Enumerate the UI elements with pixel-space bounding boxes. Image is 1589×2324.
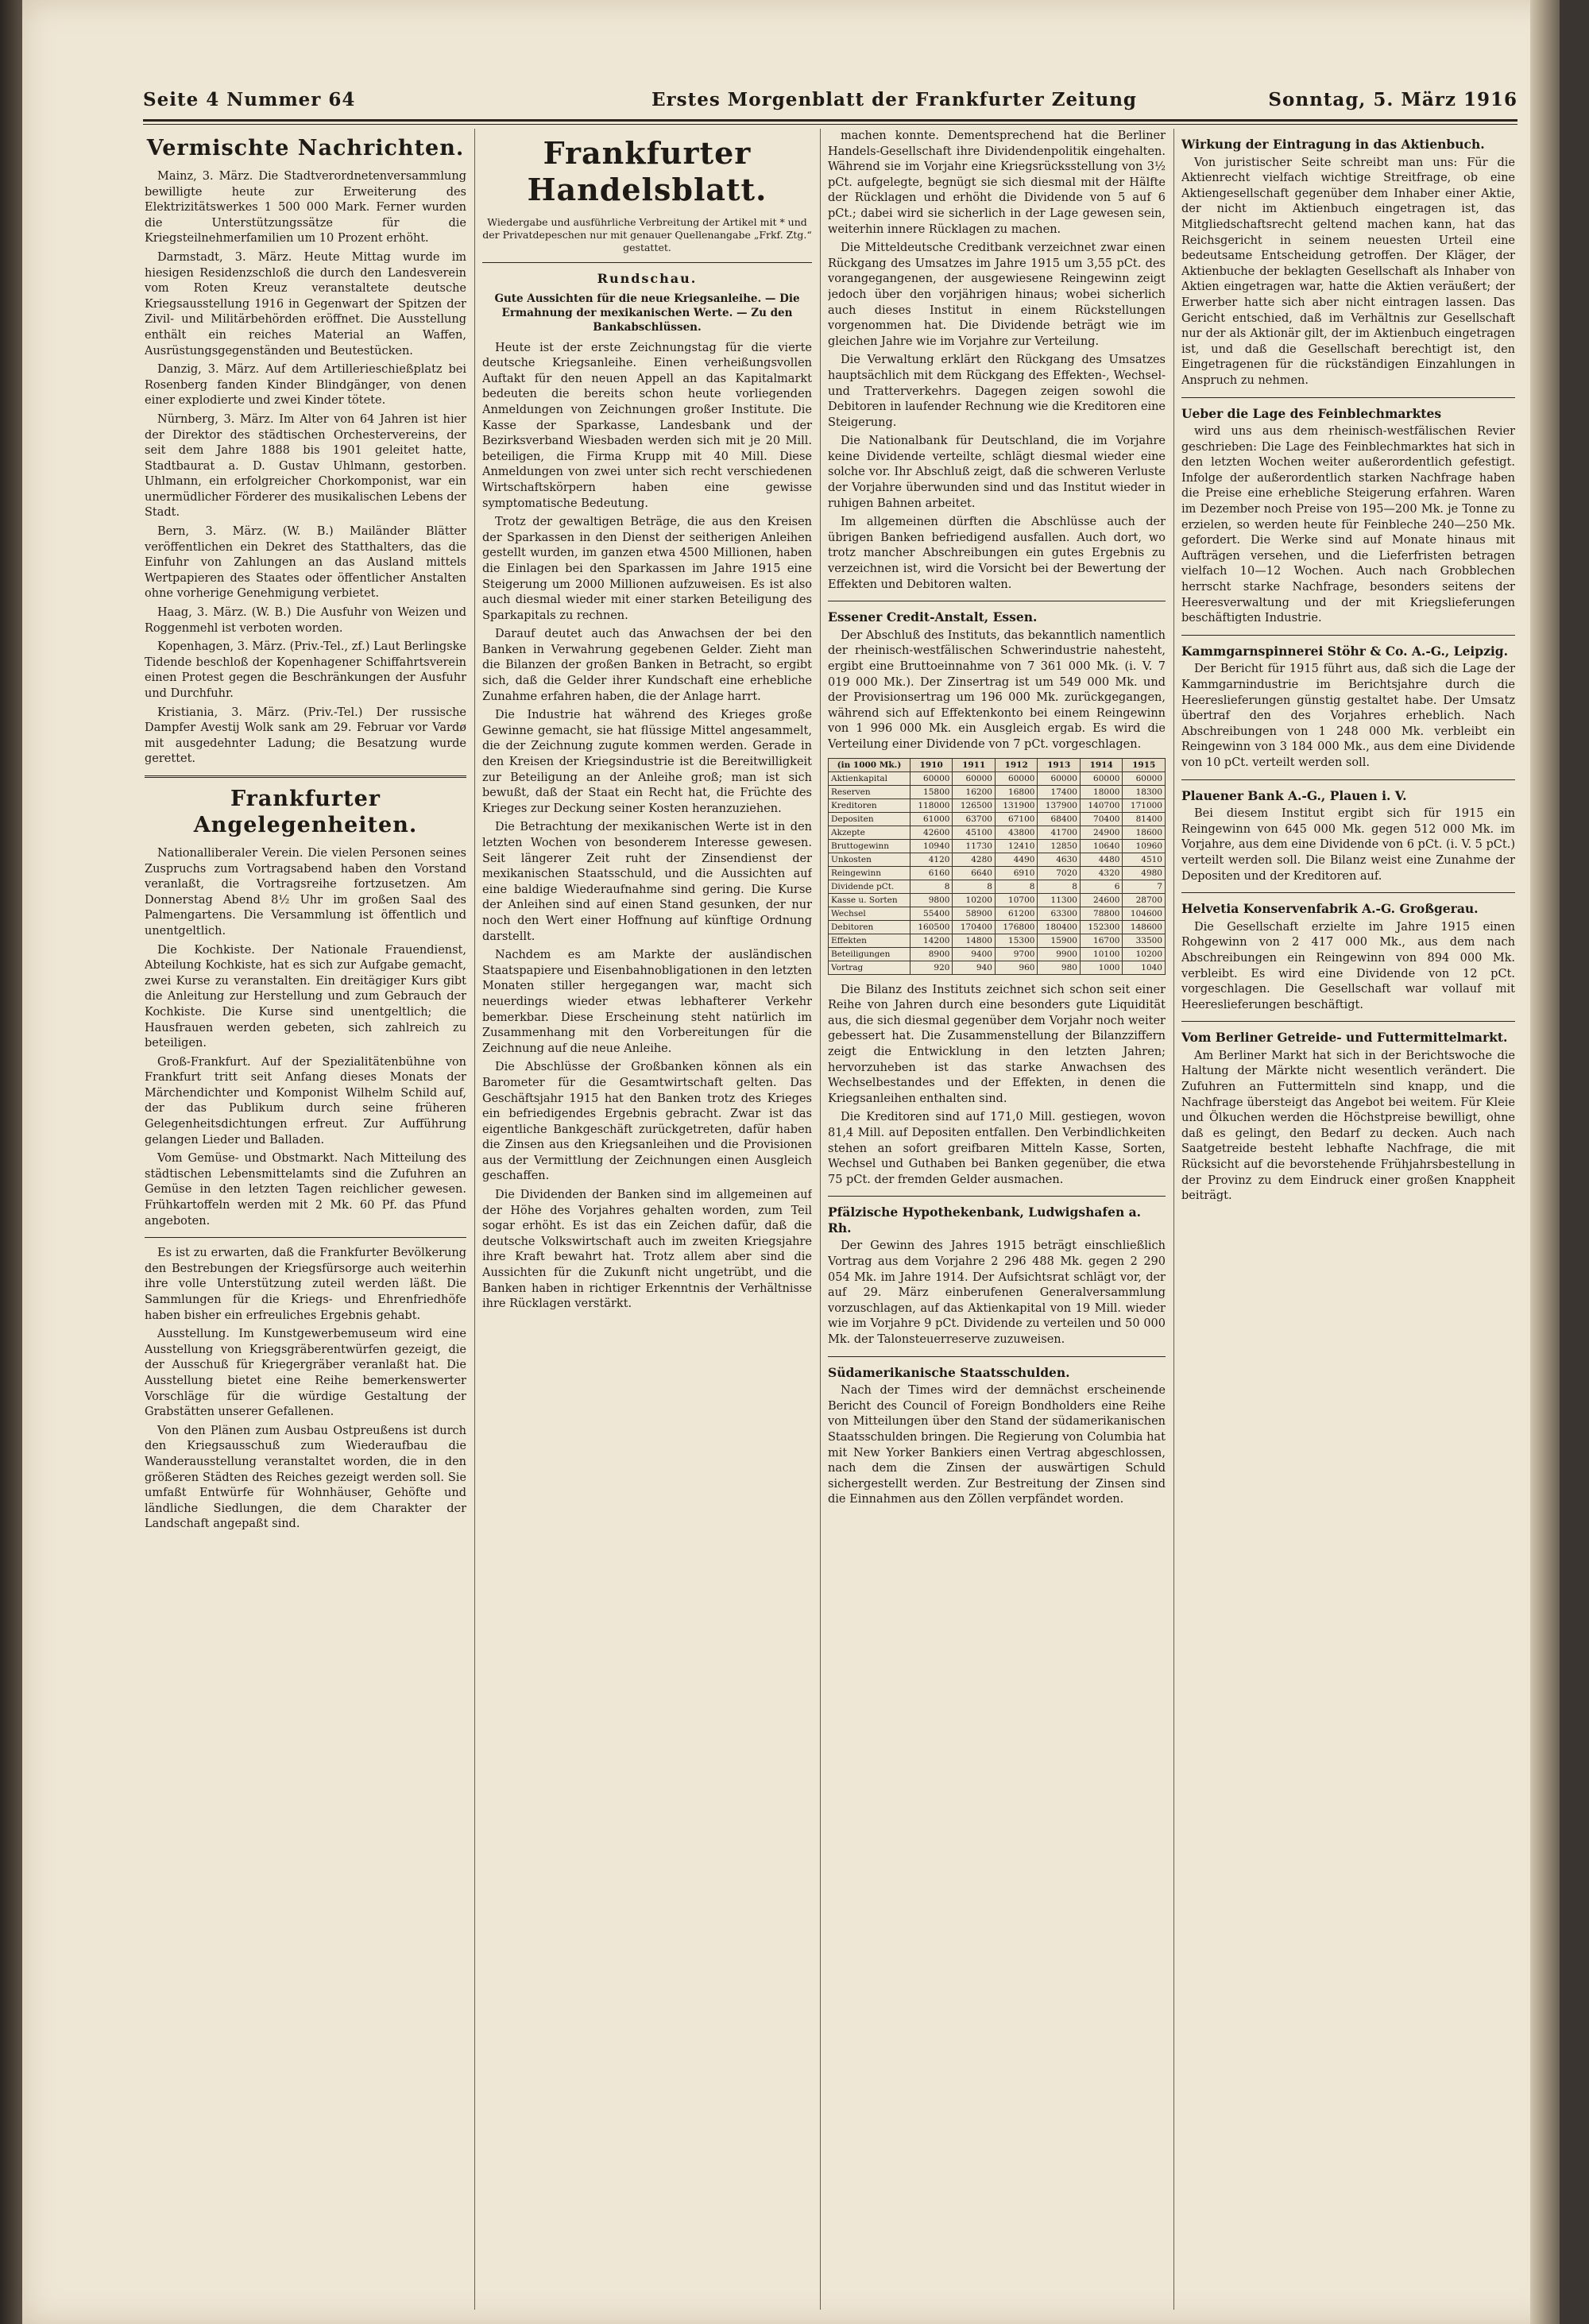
notice-heading: Plauener Bank A.-G., Plauen i. V. [1181,787,1407,803]
table-cell: 11730 [953,839,996,853]
table-cell: 61200 [995,907,1038,920]
table-cell: 4630 [1038,853,1081,866]
table-row [829,934,1166,947]
article-paragraph: Die Dividenden der Banken sind im allgemeinen auf der Höhe des Vorjahres gehalten worden, zum Teil sogar erhöht. Es ist das ein Zeichen dafür, daß die deutsche Volkswirtschaft auch im zweiten Kriegsjahre ihre Kraft bewahrt hat. Trotz allem aber sind die Aussichten für die Zukunft nicht ungetrübt, und die Banken haben in richtiger Erkenntnis der Verhältnisse ihre Rücklagen verstärkt. [482,1189,812,1311]
column-rule [474,129,475,2310]
table-cell: 960 [995,961,1038,974]
table-cell: 12410 [995,839,1038,853]
article-paragraph: Heute ist der erste Zeichnungstag für die vierte deutsche Kriegsanleihe. Einen verheißungsvollen Auftakt für den neuen Appell an das Kapitalmarkt bedeuten die bereits schon heute vorliegenden Anmeldungen von Zeichnungen großer Institute. Die Kasse der Sparkasse, Landesbank und der Bezirksverband Wiesbaden werden sich mit je 20 Mill. beteiligen, die Firma Krupp mit 40 Mill. Diese Anmeldungen von zwei unter sich recht verschiedenen Wirtschaftskörpern haben eine gewisse symptomatische Bedeutung. [482,341,812,510]
rundschau-title: Rundschau. [597,271,698,286]
notice-heading: Südamerikanische Staatsschulden. [828,1364,1070,1380]
table-cell: 10100 [1080,947,1123,961]
notice-text: Nach der Times wird der demnächst erscheinende Bericht des Council of Foreign Bondholders eine Reihe von Mitteilungen über den Stand der südamerikanischen Staatsschulden bringen. Die Regierung von Columbia hat mit New Yorker Bankiers einen Vertrag abgeschlossen, nach dem die Zinsen der auswärtigen Schuld sichergestellt werden. Zur Bestreitung der Zinsen sind die Einnahmen aus den Zöllen verpfändet worden. [828,1384,1166,1506]
table-cell: 171000 [1123,799,1166,812]
table-cell: 33500 [1123,934,1166,947]
table-cell: 140700 [1080,799,1123,812]
table-header-row [829,758,1166,771]
table-cell: 14200 [910,934,953,947]
table-row [829,907,1166,920]
table-cell: Reingewinn [829,866,910,880]
table-cell: 60000 [1080,771,1123,785]
table-cell: 152300 [1080,920,1123,934]
article-divider [1181,892,1515,893]
table-cell: 9800 [910,893,953,907]
table-cell: 24900 [1080,826,1123,839]
table-cell: 60000 [1038,771,1081,785]
notice-text: Die Gesellschaft erzielte im Jahre 1915 einen Rohgewinn von 2 417 000 Mk., aus dem nach Abschreibungen ein Reingewinn von 894 000 Mk. verbleibt. Es wird eine Dividende von 12 pCt. vorgeschlagen. Die Gesellschaft war vollauf mit Heereslieferungen beschäftigt. [1181,920,1515,1011]
table-cell: Aktienkapital [829,771,910,785]
column-rule [820,129,821,2310]
notice-text: Der Gewinn des Jahres 1915 beträgt einschließlich Vortrag aus dem Vorjahre 2 296 488 Mk. gegen 2 290 054 Mk. im Jahre 1914. Der Aufsichtsrat schlägt vor, der auf 29. März einberufenen Generalversammlung vorzuschlagen, auf das Aktienkapital von 19 Mill. wieder wie im Vorjahre 9 pCt. Dividende zu verteilen und 50 000 Mk. der Talonsteuerreserve zuzuweisen. [828,1239,1166,1347]
masthead-rule-thin [143,124,1517,125]
table-cell: Kasse u. Sorten [829,893,910,907]
table-cell: 16700 [1080,934,1123,947]
table-cell: 104600 [1123,907,1166,920]
table-cell: 8 [1038,880,1081,893]
news-item: Ausstellung. Im Kunstgewerbemuseum wird eine Ausstellung von Kriegsgräberentwürfen gezeigt, die der Ausschuß für Kriegergräber veranlaßt hat. Die Ausstellung bietet eine Reihe bemerkenswerter Vorschläge für die würdige Gestaltung der Grabstätten unserer Gefallenen. [145,1328,466,1419]
book-binding [0,0,22,2324]
notice-text: wird uns aus dem rheinisch-westfälischen Revier geschrieben: Die Lage des Feinblechmarktes hat sich in den letzten Wochen weiter außerordentlich gefestigt. Infolge der außerordentlich starken Nachfrage haben die Preise eine erhebliche Steigerung erfahren. Waren im Dezember noch Preise von 195—200 Mk. je Tonne zu erzielen, so werden heute für Feinbleche 240—250 Mk. gefordert. Die Werke sind auf Monate hinaus mit Aufträgen versehen, und die Lieferfristen betragen vielfach 10—12 Wochen. Auch nach Grobblechen herrscht starke Nachfrage, besonders seitens der Heeresverwaltung und der mit Kriegslieferungen beschäftigten Industrie. [1181,425,1515,625]
table-cell: Reserven [829,785,910,799]
news-item: Darmstadt, 3. März. Heute Mittag wurde im hiesigen Residenzschloß die durch den Landesverein vom Roten Kreuz veranstaltete deutsche Kriegsausstellung 1916 in Gegenwart der Spitzen der Zivil- und Militärbehörden eröffnet. Die Ausstellung enthält ein reiches Material an Waffen, Ausrüstungsgegenständen und Beutestücken. [145,250,466,358]
news-item: Groß-Frankfurt. Auf der Spezialitätenbühne von Frankfurt tritt seit Anfang dieses Monats der Märchendichter und Komponist Wilhelm Schild auf, der das Publikum durch seine früheren Gelegenheitsdichtungen erfreut. Zur Aufführung gelangen Lieder und Balladen. [145,1055,466,1147]
table-cell: 10200 [953,893,996,907]
news-item: Vom Gemüse- und Obstmarkt. Nach Mitteilung des städtischen Lebensmittelamts sind die Zufuhren an Gemüse in den letzten Tagen reichlicher gewesen. Frühkartoffeln werden mit 2 Mk. 60 Pf. das Pfund angeboten. [145,1152,466,1228]
newspaper-title: Erstes Morgenblatt der Frankfurter Zeitung [651,89,1138,110]
table-cell: 176800 [995,920,1038,934]
table-cell: 7 [1123,880,1166,893]
table-header-cell: 1912 [995,758,1038,771]
table-row [829,799,1166,812]
table-cell: 8 [910,880,953,893]
masthead-rule [143,119,1517,122]
notice-text: Von juristischer Seite schreibt man uns: Für die Aktienrecht vielfach wichtige Streitfrage, ob eine Aktiengesellschaft gegenüber dem Inhaber einer Aktie, der nicht im Aktienbuch eingetragen ist, das Mitgliedschaftsrecht geltend machen kann, hat das Reichsgericht in seinem neuesten Urteil eine bedeutsame Entscheidung getroffen. Der Kläger, der Aktienbuche der beklagten Gesellschaft als Inhaber von Aktien eingetragen war, hatte die Aktien veräußert; der Erwerber hatte sich aber nicht eintragen lassen. Das Gericht entschied, daß im Verhältnis zur Gesellschaft nur der als Aktionär gilt, der im Aktienbuch eingetragen ist, und daß die Gesellschaft berechtigt ist, den Eingetragenen für die rückständigen Einzahlungen in Anspruch zu nehmen. [1181,156,1515,387]
table-cell: 10960 [1123,839,1166,853]
table-cell: 920 [910,961,953,974]
table-cell: 12850 [1038,839,1081,853]
article-divider [1181,635,1515,636]
table-row [829,785,1166,799]
notice-heading: Kammgarnspinnerei Stöhr & Co. A.-G., Leipzig. [1181,643,1509,659]
table-cell: 60000 [995,771,1038,785]
news-item: Kopenhagen, 3. März. (Priv.-Tel., zf.) Laut Berlingske Tidende beschloß der Kopenhagener Schiffahrtsverein einen Protest gegen die Beschränkungen der Ausfuhr und Durchfuhr. [145,640,466,700]
notice-heading: Helvetia Konservenfabrik A.-G. Großgerau. [1181,901,1479,917]
table-cell: 6910 [995,866,1038,880]
table-cell: 9400 [953,947,996,961]
table-header-cell: (in 1000 Mk.) [829,758,910,771]
table-cell: 4320 [1080,866,1123,880]
news-item: Mainz, 3. März. Die Stadtverordnetenversammlung bewilligte heute zur Erweiterung des Elektrizitätswerkes 1 500 000 Mark. Ferner wurden die Unterstützungssätze für die Kriegsteilnehmerfamilien um 10 Prozent erhöht. [145,170,466,246]
masthead [143,89,1517,116]
table-cell: 63700 [953,812,996,826]
table-cell: 18000 [1080,785,1123,799]
table-cell: 60000 [910,771,953,785]
table-cell: 4120 [910,853,953,866]
table-cell: Depositen [829,812,910,826]
heading-rule [482,262,812,263]
table-cell: Beteiligungen [829,947,910,961]
article-paragraph: Die Industrie hat während des Krieges große Gewinne gemacht, sie hat flüssige Mittel angesammelt, die der Zeichnung zugute kommen werden. Gerade in den Kreisen der Kriegsindustrie ist die Bereitwilligkeit zur Beteiligung an der Anleihe groß; man ist sich bewußt, daß der Staat ein Recht hat, die Früchte des Krieges zur Deckung seiner Kosten heranzuziehen. [482,709,812,815]
article-paragraph: machen konnte. Dementsprechend hat die Berliner Handels-Gesellschaft ihre Dividendenpolitik eingehalten. Während sie im Vorjahr eine Kriegsrücksstellung von 3½ pCt. aufgelegte, begnügt sie sich diesmal mit der Hälfte der Rücklagen und erhöht die Dividende von 5 auf 6 pCt.; dabei wird sie sicherlich in der Lage gewesen sein, weiterhin innere Rücklagen zu machen. [828,130,1166,236]
article-divider [1181,397,1515,398]
article-paragraph: Trotz der gewaltigen Beträge, die aus den Kreisen der Sparkassen in den Dienst der seitherigen Anleihen gestellt wurden, im ganzen etwa 4500 Millionen, haben die Einlagen bei den Sparkassen im Jahre 1915 eine Steigerung um 2000 Millionen aufzuweisen. Es ist also auch diesmal wieder mit einer starken Beteiligung des Sparkapitals zu rechnen. [482,516,812,622]
table-cell: 68400 [1038,812,1081,826]
section-heading-handelsblatt: Frankfurter Handelsblatt. [527,135,767,207]
table-cell: Effekten [829,934,910,947]
article-divider [1181,779,1515,780]
table-cell: 170400 [953,920,996,934]
article-paragraph: Darauf deutet auch das Anwachsen der bei den Banken in Verwahrung gegebenen Gelder. Zieht man die Bilanzen der großen Banken in Betracht, so ergibt sich, daß die Gelder ihrer Kundschaft eine erhebliche Zunahme erfahren haben, die der Anlage harrt. [482,628,812,703]
table-cell: 4280 [953,853,996,866]
table-cell: 8900 [910,947,953,961]
section-heading-frankfurter: Frankfurter Angelegenheiten. [193,786,418,837]
table-cell: 18300 [1123,785,1166,799]
table-cell: 61000 [910,812,953,826]
table-row [829,839,1166,853]
news-item: Nationalliberaler Verein. Die vielen Personen seines Zuspruchs zum Vortragsabend haben den Vorstand veranlaßt, die Vortragsreihe fortzusetzen. Am Donnerstag Abend 8½ Uhr im großen Saal des Palmengartens. Die Versammlung ist öffentlich und unentgeltlich. [145,846,466,938]
table-cell: 60000 [1123,771,1166,785]
table-cell: 8 [953,880,996,893]
table-cell: 10940 [910,839,953,853]
section-heading-vermischte: Vermischte Nachrichten. [146,136,465,160]
table-cell: 1000 [1080,961,1123,974]
notice-text: Der Abschluß des Instituts, das bekanntlich namentlich der rheinisch-westfälischen Schwerindustrie nahesteht, ergibt eine Bruttoeinnahme von 7 361 000 Mk. (i. V. 7 019 000 Mk.). Der Zinsertrag ist um 549 000 Mk. und der Provisionsertrag um 196 000 Mk. zurückgegangen, während sich auf Effektenkonto bei einem Reingewinn von 1 996 000 Mk. ein Ausgleich ergab. Es wird die Verteilung einer Dividende von 7 pCt. vorgeschlagen. [828,628,1166,751]
article-paragraph: Die Verwaltung erklärt den Rückgang des Umsatzes hauptsächlich mit dem Rückgang des Effekten-, Wechsel- und Tratterverkehrs. Dagegen zeigen sowohl die Debitoren in laufender Rechnung wie die Kreditoren eine Steigerung. [828,354,1166,429]
article-divider [828,1196,1166,1197]
table-cell: 15300 [995,934,1038,947]
page-edge [1530,0,1560,2324]
table-cell: 43800 [995,826,1038,839]
notice-heading: Pfälzische Hypothekenbank, Ludwigshafen a. Rh. [828,1205,1142,1235]
table-cell: 148600 [1123,920,1166,934]
table-cell: 17400 [1038,785,1081,799]
table-row [829,947,1166,961]
table-cell: Wechsel [829,907,910,920]
table-row [829,920,1166,934]
table-row [829,771,1166,785]
table-cell: 41700 [1038,826,1081,839]
table-cell: 6 [1080,880,1123,893]
article-paragraph: Nachdem es am Markte der ausländischen Staatspapiere und Eisenbahnobligationen in den letzten Monaten stiller hergegangen war, macht sich neuerdings wieder etwas lebhafterer Verkehr bemerkbar. Diese Erscheinung steht natürlich im Zusammenhang mit den Vorbereitungen für die Zeichnung auf die neue Anleihe. [482,949,812,1055]
table-cell: 70400 [1080,812,1123,826]
table-cell: Akzepte [829,826,910,839]
column-4 [1181,129,1515,2310]
table-cell: 16200 [953,785,996,799]
news-item: Kristiania, 3. März. (Priv.-Tel.) Der russische Dampfer Avestij Wolk sank am 29. Februar vor Vardø mit ausgedehnter Ladung; die Besatzung wurde gerettet. [145,706,466,766]
table-row [829,812,1166,826]
table-cell: 16800 [995,785,1038,799]
article-divider [145,1237,466,1238]
table-cell: 4510 [1123,853,1166,866]
table-header-cell: 1911 [953,758,996,771]
article-paragraph: Die Betrachtung der mexikanischen Werte ist in den letzten Wochen von besonderem Interesse gewesen. Seit längerer Zeit ruht der Zinsendienst der mexikanischen Staatsschuld, und die Aussichten auf eine baldige Wiederaufnahme sind gering. Die Kurse der Anleihen sind auf einen Stand gesunken, der nur noch den Wert einer Hoffnung auf künftige Ordnung darstellt. [482,821,812,943]
table-cell: 118000 [910,799,953,812]
balance-table [828,758,1166,975]
table-cell: 60000 [953,771,996,785]
article-divider [1181,1021,1515,1022]
balance-table-body [829,771,1166,974]
article-paragraph: Die Mitteldeutsche Creditbank verzeichnet zwar einen Rückgang des Umsatzes im Jahre 1915 um 3,55 pCt. des vorangegangenen, der ausgewiesene Reingewinn zeigt jedoch über den vorjährigen hinaus; wobei sicherlich auch dieses Institut in einem Rückstellungen vorgenommen hat. Die Dividende beträgt wie im gleichen Jahre wie im Vorjahre zur Verteilung. [828,242,1166,348]
table-cell: 42600 [910,826,953,839]
table-cell: 137900 [1038,799,1081,812]
table-cell: 180400 [1038,920,1081,934]
notice-heading: Ueber die Lage des Feinblechmarktes [1181,405,1442,421]
notice-text: Bei diesem Institut ergibt sich für 1915 ein Reingewinn von 645 000 Mk. gegen 512 000 Mk. im Vorjahre, aus dem eine Dividende von 6 pCt. (i. V. 5 pCt.) verteilt werden soll. Die Bilanz weist eine Zunahme der Depositen und der Kreditoren auf. [1181,807,1515,883]
table-cell: 940 [953,961,996,974]
column-2 [482,129,812,2310]
news-item: Nürnberg, 3. März. Im Alter von 64 Jahren ist hier der Direktor des städtischen Orchestervereins, der seit dem Jahre 1888 bis 1901 geleitet hatte, Stadtbaurat a. D. Gustav Uhlmann, gestorben. Uhlmann, ein erfolgreicher Chorkomponist, war ein unermüdlicher Förderer des musikalischen Lebens der Stadt. [145,412,466,520]
article-paragraph: Die Nationalbank für Deutschland, die im Vorjahre keine Dividende verteilte, schlägt diesmal wieder eine solche vor. Ihr Abschluß zeigt, daß die schweren Verluste der Vorjahre überwunden sind und das Institut wieder in ruhigen Bahnen arbeitet. [828,435,1166,510]
rundschau-lead: Gute Aussichten für die neue Kriegsanleihe. — Die Ermahnung der mexikanischen Werte. — Zu den Bankabschlüssen. [494,292,800,334]
table-cell: 15800 [910,785,953,799]
table-cell: Dividende pCt. [829,880,910,893]
table-cell: 10640 [1080,839,1123,853]
notice-heading: Essener Credit-Anstalt, Essen. [828,609,1038,625]
col1-local-news [145,846,466,1533]
notice-heading: Wirkung der Eintragung in das Aktienbuch. [1181,137,1485,152]
table-header-cell: 1914 [1080,758,1123,771]
article-paragraph: Die Kreditoren sind auf 171,0 Mill. gestiegen, wovon 81,4 Mill. auf Depositen entfallen. Den Verbindlichkeiten stehen an sofort greifbaren Mitteln Kasse, Sorten, Wechsel und Guthaben bei Banken gegenüber, die etwa 75 pCt. der fremden Gelder ausmachen. [828,1111,1166,1186]
table-cell: 8 [995,880,1038,893]
table-cell: 10200 [1123,947,1166,961]
balance-table-head [829,758,1166,771]
article-paragraph: Im allgemeinen dürften die Abschlüsse auch der übrigen Banken befriedigend ausfallen. Auch dort, wo trotz mancher Abschreibungen ein gutes Ergebnis zu verzeichnen ist, wird die Vorsicht bei der Bewertung der Effekten und Debitoren walten. [828,516,1166,591]
news-item: Es ist zu erwarten, daß die Frankfurter Bevölkerung den Bestrebungen der Kriegsfürsorge auch weiterhin ihre volle Unterstützung zuteil werden läßt. Die Sammlungen für die Kriegs- und Ehrenfriedhöfe haben bisher ein erfreuliches Ergebnis gehabt. [145,1247,466,1322]
table-row [829,961,1166,974]
page-number: Seite 4 Nummer 64 [143,89,356,110]
table-cell: 15900 [1038,934,1081,947]
table-row [829,853,1166,866]
table-cell: 4980 [1123,866,1166,880]
table-cell: 9700 [995,947,1038,961]
issue-date: Sonntag, 5. März 1916 [1268,89,1517,110]
table-cell: 18600 [1123,826,1166,839]
table-row [829,866,1166,880]
table-cell: 63300 [1038,907,1081,920]
section-divider [145,775,466,778]
table-cell: 78800 [1080,907,1123,920]
table-row [829,880,1166,893]
reprint-notice: Wiedergabe und ausführliche Verbreitung der Artikel mit * und der Privatdepeschen nur mit genauer Quellenangabe „Frkf. Ztg.“ gestattet. [482,216,812,253]
news-item: Danzig, 3. März. Auf dem Artillerieschießplatz bei Rosenberg fanden Kinder Blindgänger, von denen einer explodierte und zwei Kinder tötete. [145,363,466,408]
table-header-cell: 1915 [1123,758,1166,771]
table-cell: 7020 [1038,866,1081,880]
article-divider [828,1356,1166,1357]
news-item: Von den Plänen zum Ausbau Ostpreußens ist durch den Kriegsausschuß zum Wiederaufbau die Wanderausstellung veranstaltet worden, die in den größeren Städten des Reiches gezeigt werden soll. Sie umfaßt Entwürfe für Wohnhäuser, Gehöfte und ländliche Siedlungen, die dem Charakter der Landschaft angepaßt sind. [145,1424,466,1531]
table-cell: 980 [1038,961,1081,974]
table-cell: 45100 [953,826,996,839]
news-item: Die Kochkiste. Der Nationale Frauendienst, Abteilung Kochkiste, hat es sich zur Aufgabe gemacht, zwei Kurse zu veranstalten. Ein dreitägiger Kurs gibt die Anleitung zur Herstellung und zum Gebrauch der Kochkiste. Die Kurse sind unentgeltlich; die Hausfrauen werden gebeten, sich zahlreich zu beteiligen. [145,943,466,1050]
table-cell: 4490 [995,853,1038,866]
table-cell: 24600 [1080,893,1123,907]
column-1 [145,129,466,2310]
table-cell: Vortrag [829,961,910,974]
table-cell: 58900 [953,907,996,920]
table-header-cell: 1910 [910,758,953,771]
notice-text: Der Bericht für 1915 führt aus, daß sich die Lage der Kammgarnindustrie im Berichtsjahre durch die Heereslieferungen günstig gestaltet habe. Der Umsatz übertraf den des Vorjahres erheblich. Nach Abschreibungen von 1 248 000 Mk. verbleibt ein Reingewinn von 3 184 000 Mk., aus dem eine Dividende von 10 pCt. verteilt werden soll. [1181,663,1515,769]
table-cell: 28700 [1123,893,1166,907]
table-cell: 6160 [910,866,953,880]
table-cell: 67100 [995,812,1038,826]
table-row [829,826,1166,839]
table-cell: 11300 [1038,893,1081,907]
table-cell: 10700 [995,893,1038,907]
table-cell: 131900 [995,799,1038,812]
col1-articles [145,169,466,768]
article-paragraph: Die Abschlüsse der Großbanken können als ein Barometer für die Gesamtwirtschaft gelten. Das Geschäftsjahr 1915 hat den Banken trotz des Krieges ein befriedigendes Ergebnis gebracht. Zwar ist das eigentliche Bankgeschäft zurückgetreten, dafür haben die Zinsen aus den Kriegsanleihen und die Provisionen aus der Vermittlung der Zeichnungen einen Ausgleich geschaffen. [482,1061,812,1183]
table-cell: 4480 [1080,853,1123,866]
notice-text: Am Berliner Markt hat sich in der Berichtswoche die Haltung der Märkte nicht wesentlich verändert. Die Zufuhren an Futtermitteln sind knapp, und die Nachfrage übersteigt das Angebot bei weitem. Für Kleie und Ölkuchen werden die Höchstpreise bewilligt, ohne daß es gelingt, den Bedarf zu decken. Auch nach Saatgetreide besteht lebhafte Nachfrage, die mit Rücksicht auf die bevorstehende Frühjahrsbestellung in der Provinz zu dem Eindruck einer großen Knappheit beiträgt. [1181,1049,1515,1203]
table-cell: 126500 [953,799,996,812]
table-cell: Kreditoren [829,799,910,812]
table-cell: 81400 [1123,812,1166,826]
table-cell: 9900 [1038,947,1081,961]
column-rule [1173,129,1174,2310]
table-cell: 55400 [910,907,953,920]
table-cell: 6640 [953,866,996,880]
article-paragraph: Die Bilanz des Instituts zeichnet sich schon seit einer Reihe von Jahren durch eine besonders gute Liquidität aus, die sich diesmal gegenüber dem Vorjahr noch weiter gebessert hat. Die Zusammenstellung der Bilanzziffern zeigt die Entwicklung in den letzten Jahren; hervorzuheben ist das starke Anwachsen des Wechselbestandes und der Effekten, in denen die Kriegsanleihen enthalten sind. [828,983,1166,1105]
table-cell: 160500 [910,920,953,934]
notice-heading: Vom Berliner Getreide- und Futtermittelmarkt. [1181,1030,1508,1046]
table-header-cell: 1913 [1038,758,1081,771]
table-cell: 1040 [1123,961,1166,974]
table-cell: Debitoren [829,920,910,934]
table-cell: 14800 [953,934,996,947]
news-item: Bern, 3. März. (W. B.) Mailänder Blätter veröffentlichen ein Dekret des Statthalters, das die Einfuhr von Zahlungen an das Ausland mittels Wertpapieren des Staates oder öffentlicher Anstalten ohne vorherige Genehmigung verbietet. [145,525,466,601]
table-row [829,893,1166,907]
news-item: Haag, 3. März. (W. B.) Die Ausfuhr von Weizen und Roggenmehl ist verboten worden. [145,606,466,635]
table-cell: Bruttogewinn [829,839,910,853]
table-cell: Unkosten [829,853,910,866]
column-3 [828,129,1166,2310]
